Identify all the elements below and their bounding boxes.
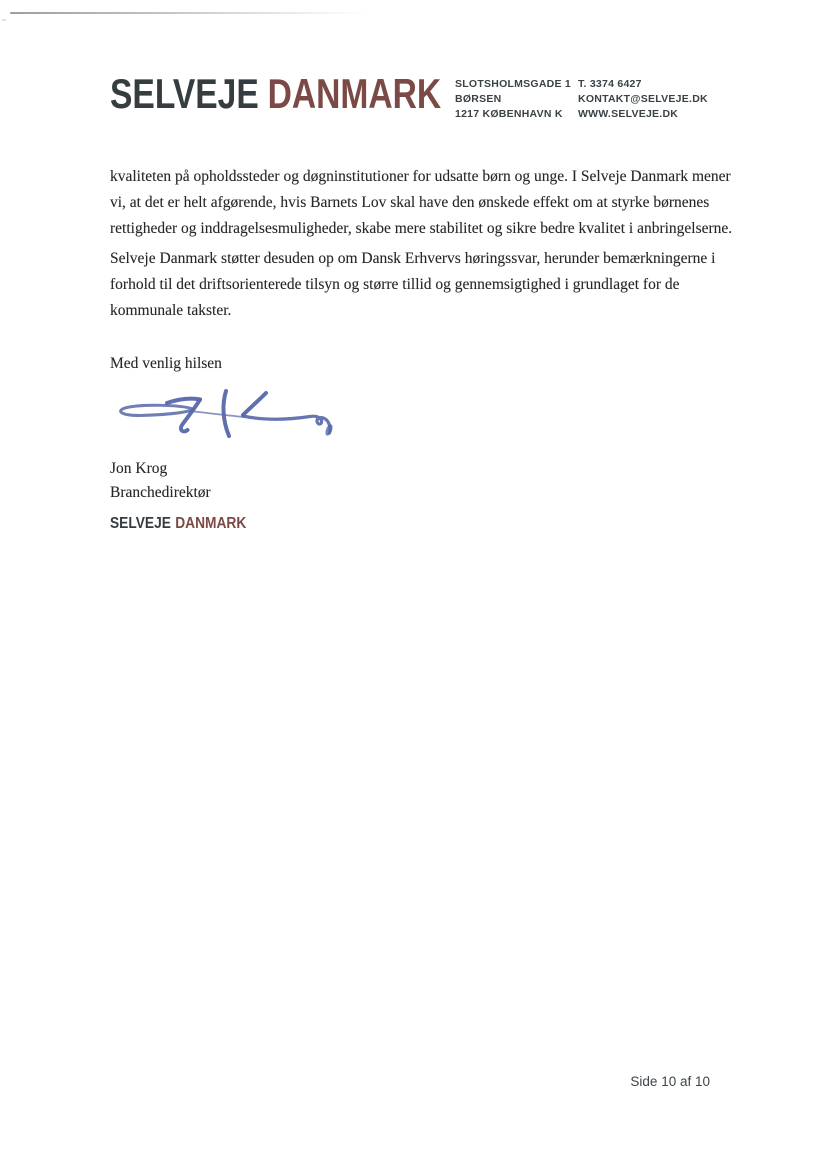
signatory-title: Branchedirektør [110, 484, 211, 501]
contact-website: WWW.SELVEJE.DK [578, 108, 679, 120]
address-city: 1217 KØBENHAVN K [455, 108, 563, 120]
contact-email: KONTAKT@SELVEJE.DK [578, 93, 708, 105]
paragraph1-line2: vi, at det er helt afgørende, hvis Barnets Lov skal have den ønskede effekt om at styrke børnenes [110, 194, 710, 211]
paragraph1-line3: rettigheder og inddragelsesmuligheder, skabe mere stabilitet og sikre bedre kvalitet i anbringelserne. [110, 220, 733, 237]
scan-artifact-line [10, 12, 372, 14]
signatory-name: Jon Krog [110, 460, 168, 477]
salutation: Med venlig hilsen [110, 355, 222, 372]
contact-block [578, 77, 708, 122]
paragraph2-line3: kommunale takster. [110, 302, 232, 319]
footer-company-logo [110, 516, 246, 532]
footer-logo-danmark: DANMARK [175, 515, 247, 532]
signature-ink [110, 381, 360, 453]
paragraph2-line1: Selveje Danmark støtter desuden op om Dansk Erhvervs høringssvar, herunder bemærkningerne i [110, 250, 716, 267]
scan-artifact-speck [2, 19, 6, 21]
signature-svg [110, 381, 360, 453]
paragraph1-line1: kvaliteten på opholdssteder og døgninstitutioner for udsatte børn og unge. I Selveje Danmark mener [110, 168, 731, 185]
contact-phone: T. 3374 6427 [578, 78, 642, 90]
address-street: SLOTSHOLMSGADE 1 [455, 78, 572, 90]
logo-selveje: SELVEJE [110, 70, 259, 117]
company-logo [110, 70, 442, 117]
address-block [455, 77, 571, 122]
footer-logo-selveje: SELVEJE [110, 515, 171, 532]
page-number: Side 10 af 10 [630, 1074, 710, 1089]
paragraph2-line2: forhold til det driftsorienterede tilsyn og større tillid og gennemsigtighed i grundlaget for de [110, 276, 680, 293]
address-building: BØRSEN [455, 93, 502, 105]
logo-danmark: DANMARK [267, 70, 442, 117]
